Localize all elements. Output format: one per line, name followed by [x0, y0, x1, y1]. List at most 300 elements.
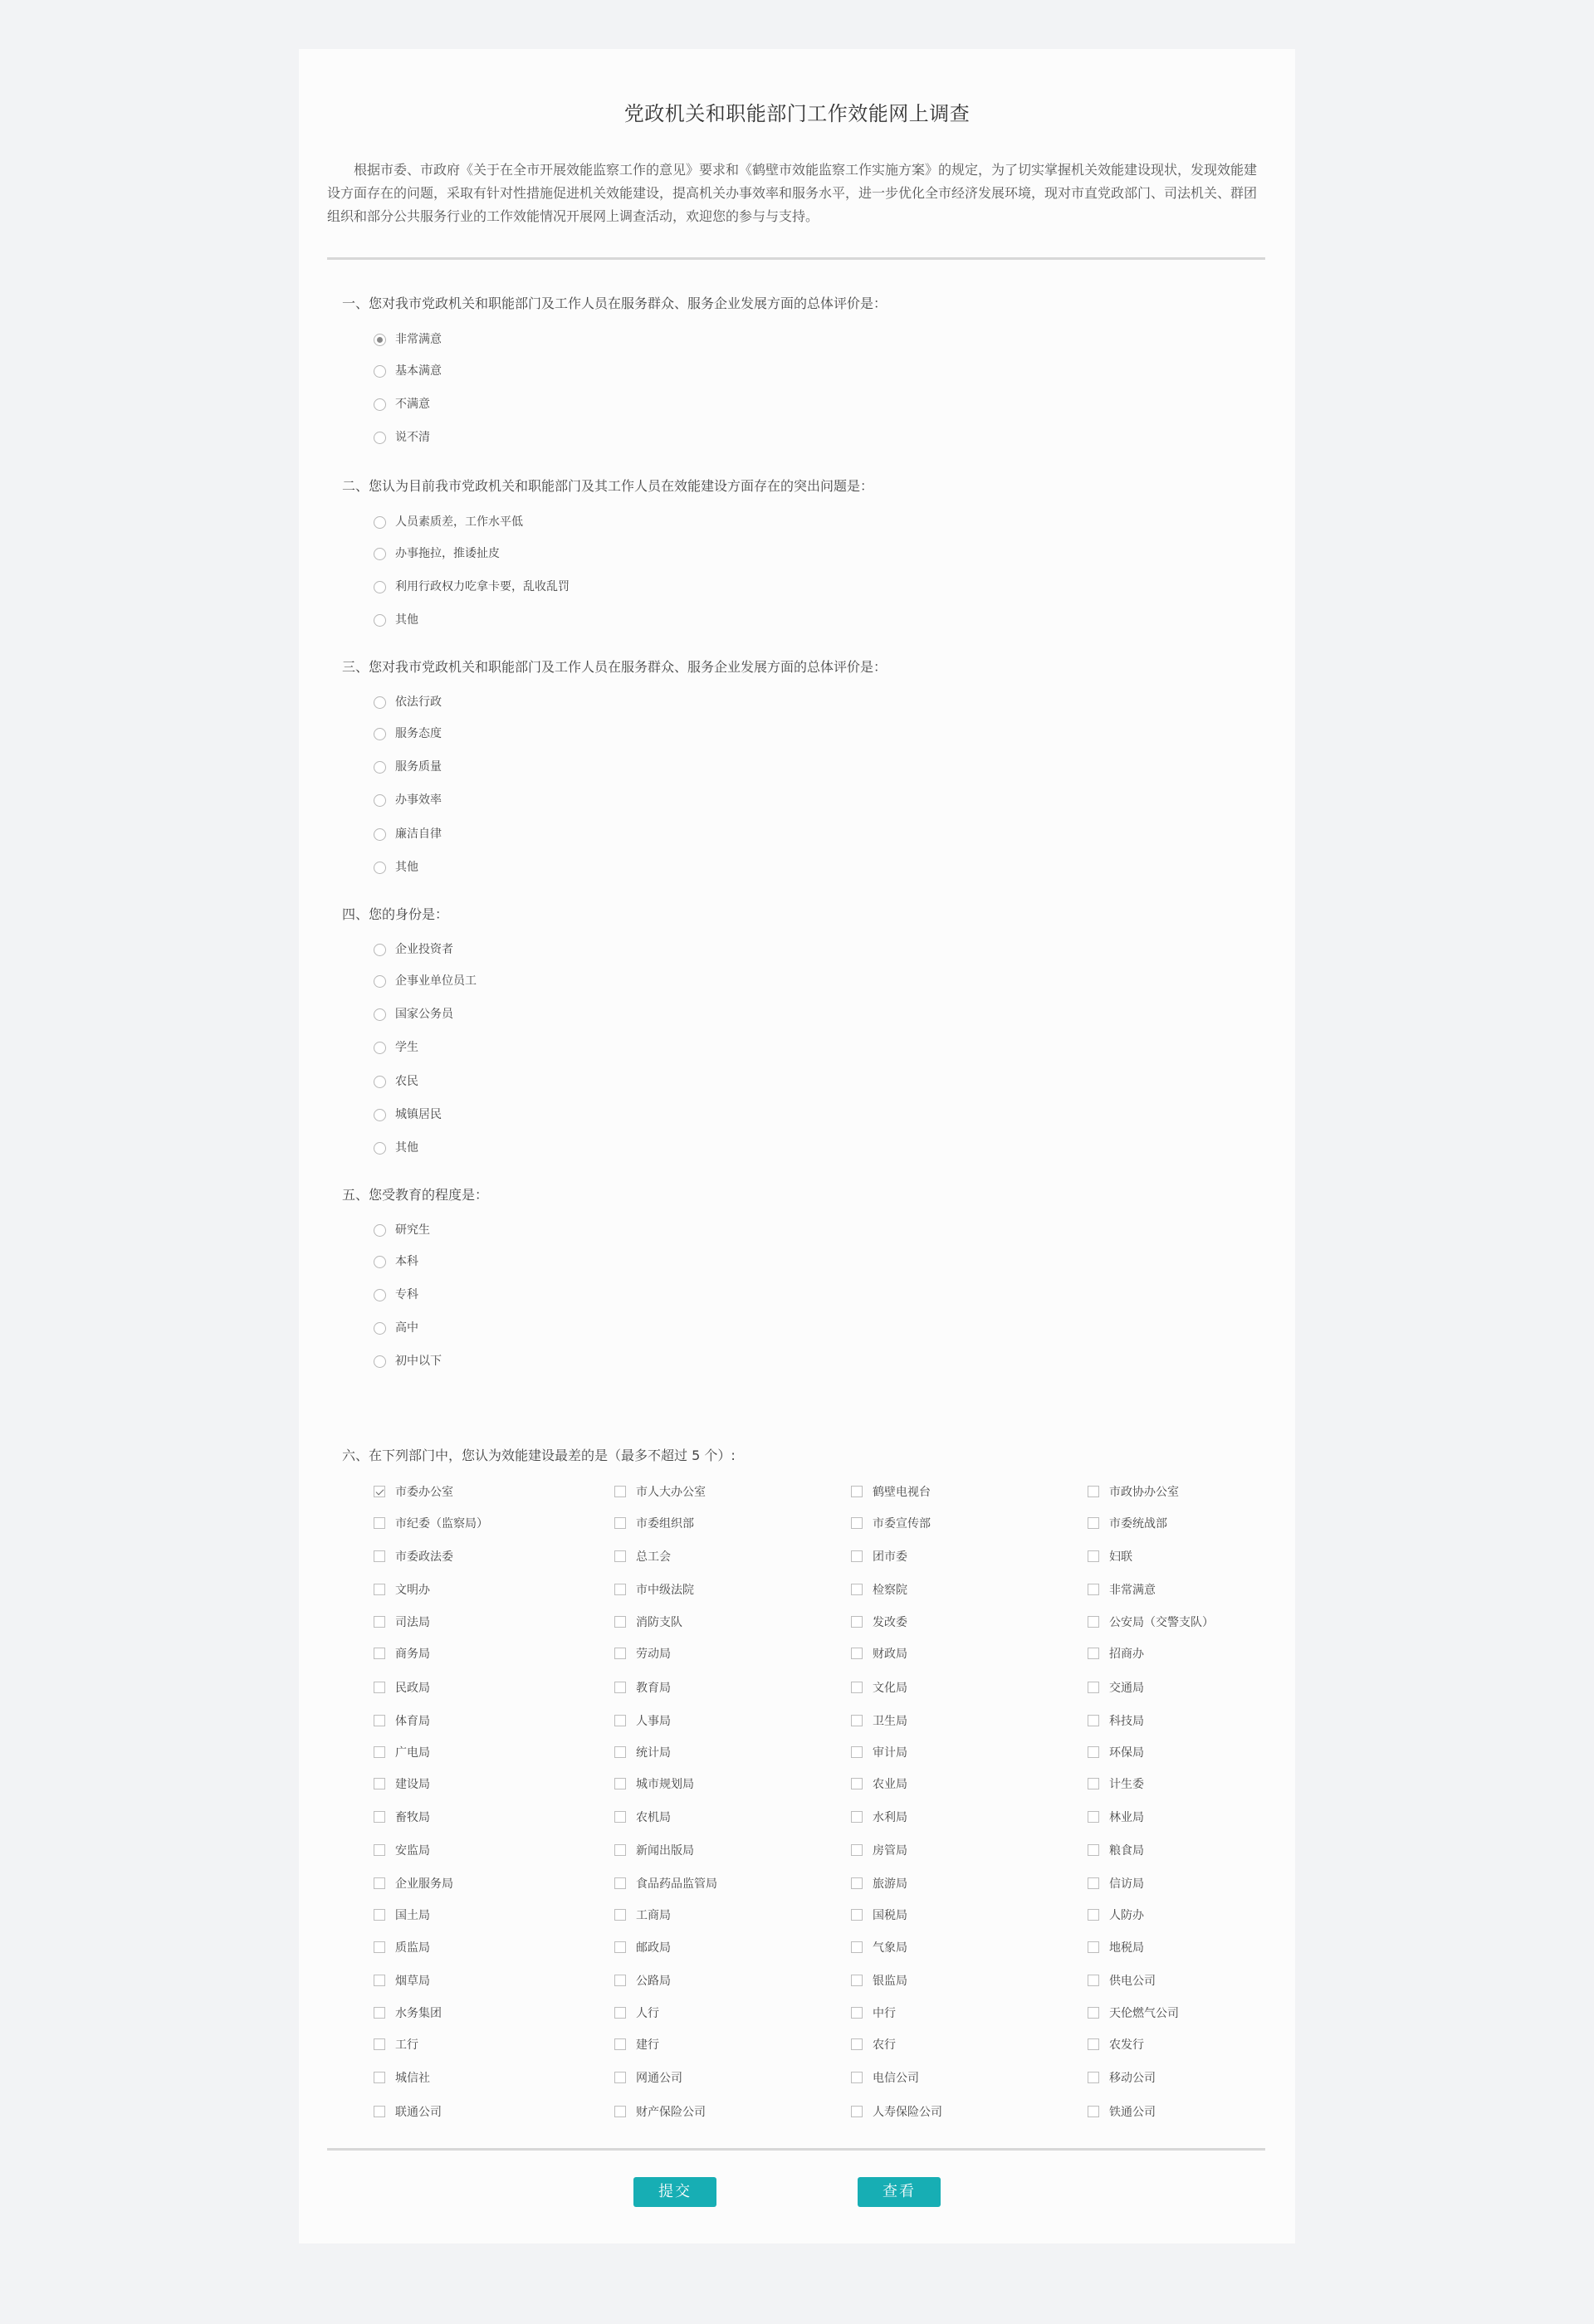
department-checkbox[interactable] [614, 1907, 671, 1923]
department-checkbox[interactable] [851, 2036, 896, 2053]
department-label: 国税局 [873, 1909, 907, 1922]
department-checkbox[interactable] [851, 2103, 942, 2120]
department-checkbox[interactable] [851, 1515, 931, 1531]
department-checkbox[interactable] [614, 1972, 671, 1989]
department-label: 交通局 [1109, 1682, 1144, 1695]
checkbox-icon[interactable] [374, 1616, 385, 1628]
checkbox-icon[interactable] [374, 1648, 385, 1659]
department-checkbox[interactable] [374, 1972, 430, 1989]
radio-button-icon[interactable] [374, 432, 386, 444]
checkbox-icon[interactable] [1088, 1909, 1099, 1921]
department-checkbox[interactable] [851, 1972, 907, 1989]
department-checkbox[interactable] [1088, 1614, 1214, 1630]
checkbox-icon[interactable] [1088, 1682, 1099, 1693]
checkbox-icon[interactable] [851, 1975, 863, 1986]
checkbox-icon[interactable] [614, 1778, 626, 1789]
question-5-title: 五、您受教育的程度是： [342, 1187, 489, 1203]
department-checkbox[interactable] [614, 2103, 706, 2120]
option-label: 其他 [395, 861, 418, 874]
department-checkbox[interactable] [1088, 1712, 1144, 1729]
department-label: 水务集团 [395, 2007, 442, 2020]
department-label: 天伦燃气公司 [1109, 2007, 1179, 2020]
department-label: 移动公司 [1109, 2072, 1156, 2085]
radio-button-icon[interactable] [374, 516, 386, 529]
department-label: 旅游局 [873, 1877, 907, 1891]
question-3-option[interactable] [374, 759, 442, 775]
question-1-option[interactable] [374, 429, 430, 446]
radio-button-icon[interactable] [374, 398, 386, 411]
department-checkbox[interactable] [1088, 1809, 1144, 1825]
checkbox-icon[interactable] [614, 1941, 626, 1953]
radio-button-icon[interactable] [374, 828, 386, 841]
department-label: 市委宣传部 [873, 1517, 931, 1531]
department-checkbox[interactable] [1088, 2004, 1179, 2021]
department-checkbox[interactable] [1088, 1875, 1144, 1892]
department-checkbox[interactable] [614, 1581, 694, 1598]
department-label: 财产保险公司 [636, 2106, 706, 2119]
department-checkbox[interactable] [614, 1548, 671, 1565]
checkbox-icon[interactable] [614, 1715, 626, 1726]
radio-button-icon[interactable] [374, 1008, 386, 1021]
checkbox-icon[interactable] [851, 1844, 863, 1856]
question-3-option[interactable] [374, 792, 442, 808]
department-checkbox[interactable] [374, 1581, 430, 1598]
department-checkbox[interactable] [1088, 1744, 1144, 1760]
question-2-title: 二、您认为目前我市党政机关和职能部门及其工作人员在效能建设方面存在的突出问题是： [342, 478, 874, 494]
radio-button-icon[interactable] [374, 944, 386, 956]
radio-button-icon[interactable] [374, 1355, 386, 1368]
checkbox-icon[interactable] [1088, 1550, 1099, 1562]
checkbox-icon[interactable] [851, 2072, 863, 2083]
radio-button-icon[interactable] [374, 614, 386, 627]
question-4-option[interactable] [374, 1073, 418, 1090]
question-3-option[interactable] [374, 694, 442, 710]
department-label: 联通公司 [395, 2106, 442, 2119]
radio-button-icon[interactable] [374, 365, 386, 378]
survey-card [299, 49, 1295, 2243]
question-3-option[interactable] [374, 826, 442, 842]
checkbox-icon[interactable] [614, 1648, 626, 1659]
checkbox-icon[interactable] [851, 1877, 863, 1889]
department-checkbox[interactable] [1088, 2036, 1144, 2053]
question-3-option[interactable] [374, 859, 418, 876]
department-checkbox[interactable] [614, 2004, 659, 2021]
view-button[interactable]: 查看 [858, 2177, 941, 2207]
checkbox-icon[interactable] [1088, 1877, 1099, 1889]
department-label: 市人大办公室 [636, 1486, 706, 1499]
department-checkbox[interactable] [374, 2103, 442, 2120]
checkbox-icon[interactable] [374, 1486, 385, 1497]
department-checkbox[interactable] [374, 1809, 430, 1825]
question-1-option[interactable] [374, 363, 442, 379]
question-2-option[interactable] [374, 514, 523, 530]
department-label: 市中级法院 [636, 1584, 694, 1597]
department-label: 国土局 [395, 1909, 430, 1922]
checkbox-icon[interactable] [614, 1975, 626, 1986]
question-4-option[interactable] [374, 1006, 453, 1023]
department-checkbox[interactable] [1088, 1907, 1144, 1923]
option-label: 非常满意 [395, 333, 442, 346]
department-label: 市委组织部 [636, 1517, 694, 1531]
department-checkbox[interactable] [614, 1809, 671, 1825]
checkbox-icon[interactable] [1088, 2072, 1099, 2083]
question-4-option[interactable] [374, 941, 453, 958]
department-checkbox[interactable] [851, 1875, 907, 1892]
checkbox-icon[interactable] [374, 1715, 385, 1726]
department-checkbox[interactable] [851, 1581, 907, 1598]
checkbox-icon[interactable] [374, 2072, 385, 2083]
department-checkbox[interactable] [851, 2069, 919, 2086]
department-checkbox[interactable] [374, 1712, 430, 1729]
option-label: 企业投资者 [395, 943, 453, 956]
department-label: 建设局 [395, 1778, 430, 1791]
department-label: 商务局 [395, 1648, 430, 1661]
department-checkbox[interactable] [851, 1809, 907, 1825]
department-checkbox[interactable] [374, 1775, 430, 1792]
radio-button-icon[interactable] [374, 761, 386, 774]
department-label: 质监局 [395, 1941, 430, 1955]
radio-button-icon[interactable] [374, 1256, 386, 1268]
question-2-option[interactable] [374, 612, 418, 628]
department-label: 工商局 [636, 1909, 671, 1922]
checkbox-icon[interactable] [614, 1844, 626, 1856]
department-label: 烟草局 [395, 1975, 430, 1988]
question-4-option[interactable] [374, 1106, 442, 1123]
department-checkbox[interactable] [851, 1548, 907, 1565]
department-label: 统计局 [636, 1746, 671, 1760]
department-checkbox[interactable] [851, 1712, 907, 1729]
checkbox-icon[interactable] [614, 2072, 626, 2083]
question-1-option[interactable] [374, 331, 442, 348]
department-label: 审计局 [873, 1746, 907, 1760]
department-checkbox[interactable] [614, 1483, 706, 1500]
radio-button-icon[interactable] [374, 975, 386, 988]
department-label: 人事局 [636, 1715, 671, 1728]
question-5-option[interactable] [374, 1222, 430, 1238]
bottom-divider [327, 2148, 1265, 2151]
department-checkbox[interactable] [614, 1679, 671, 1696]
checkbox-icon[interactable] [374, 2007, 385, 2019]
department-checkbox[interactable] [851, 1775, 907, 1792]
department-checkbox[interactable] [851, 1842, 907, 1858]
checkbox-icon[interactable] [614, 1746, 626, 1758]
department-checkbox[interactable] [1088, 1581, 1156, 1598]
option-label: 本科 [395, 1255, 418, 1268]
department-label: 企业服务局 [395, 1877, 453, 1891]
radio-button-icon[interactable] [374, 1109, 386, 1121]
department-checkbox[interactable] [614, 1712, 671, 1729]
department-label: 供电公司 [1109, 1975, 1156, 1988]
department-checkbox[interactable] [851, 2004, 896, 2021]
option-label: 城镇居民 [395, 1108, 442, 1121]
department-label: 铁通公司 [1109, 2106, 1156, 2119]
department-label: 教育局 [636, 1682, 671, 1695]
checkbox-icon[interactable] [614, 1811, 626, 1823]
department-checkbox[interactable] [374, 1548, 453, 1565]
checkbox-icon[interactable] [851, 1616, 863, 1628]
checkbox-icon[interactable] [851, 1682, 863, 1693]
checkbox-icon[interactable] [1088, 1616, 1099, 1628]
department-label: 电信公司 [873, 2072, 919, 2085]
department-label: 市委办公室 [395, 1486, 453, 1499]
radio-button-icon[interactable] [374, 1142, 386, 1155]
checkbox-icon[interactable] [1088, 1844, 1099, 1856]
checkbox-icon[interactable] [851, 1550, 863, 1562]
question-5-option[interactable] [374, 1253, 418, 1270]
department-checkbox[interactable] [1088, 1548, 1132, 1565]
department-label: 粮食局 [1109, 1844, 1144, 1858]
checkbox-icon[interactable] [374, 1909, 385, 1921]
option-label: 企事业单位员工 [395, 974, 477, 988]
checkbox-icon[interactable] [614, 2038, 626, 2050]
department-checkbox[interactable] [614, 1875, 717, 1892]
option-label: 办事效率 [395, 793, 442, 807]
checkbox-icon[interactable] [374, 1746, 385, 1758]
department-label: 畜牧局 [395, 1811, 430, 1824]
option-label: 初中以下 [395, 1355, 442, 1368]
radio-button-icon[interactable] [374, 862, 386, 874]
radio-button-icon[interactable] [374, 728, 386, 740]
radio-button-icon[interactable] [374, 794, 386, 807]
radio-button-icon[interactable] [374, 696, 386, 709]
checkbox-icon[interactable] [1088, 2038, 1099, 2050]
department-checkbox[interactable] [851, 1614, 907, 1630]
department-label: 劳动局 [636, 1648, 671, 1661]
radio-button-icon[interactable] [374, 1224, 386, 1237]
checkbox-icon[interactable] [374, 1584, 385, 1595]
checkbox-icon[interactable] [374, 2038, 385, 2050]
checkbox-icon[interactable] [1088, 1517, 1099, 1529]
department-label: 鹤壁电视台 [873, 1486, 931, 1499]
option-label: 专科 [395, 1288, 418, 1301]
department-label: 卫生局 [873, 1715, 907, 1728]
checkbox-icon[interactable] [1088, 1584, 1099, 1595]
checkbox-icon[interactable] [614, 2007, 626, 2019]
department-checkbox[interactable] [374, 2036, 418, 2053]
department-label: 网通公司 [636, 2072, 682, 2085]
department-label: 人寿保险公司 [873, 2106, 942, 2119]
checkbox-icon[interactable] [1088, 1648, 1099, 1659]
department-checkbox[interactable] [851, 1679, 907, 1696]
department-label: 银监局 [873, 1975, 907, 1988]
question-4-option[interactable] [374, 1039, 418, 1056]
radio-button-icon[interactable] [374, 1322, 386, 1335]
page-title: 党政机关和职能部门工作效能网上调查 [623, 102, 971, 125]
department-checkbox[interactable] [374, 1939, 430, 1955]
department-checkbox[interactable] [374, 1515, 488, 1531]
option-label: 其他 [395, 613, 418, 627]
option-label: 其他 [395, 1141, 418, 1155]
checkbox-icon[interactable] [851, 1486, 863, 1497]
checkbox-icon[interactable] [374, 1517, 385, 1529]
department-label: 财政局 [873, 1648, 907, 1661]
question-4-title: 四、您的身份是： [342, 906, 449, 922]
question-5-option[interactable] [374, 1320, 418, 1336]
question-1-option[interactable] [374, 396, 430, 413]
submit-button[interactable]: 提交 [633, 2177, 716, 2207]
checkbox-icon[interactable] [1088, 2106, 1099, 2117]
department-label: 文化局 [873, 1682, 907, 1695]
department-checkbox[interactable] [374, 1645, 430, 1662]
department-label: 新闻出版局 [636, 1844, 694, 1858]
department-checkbox[interactable] [614, 2069, 682, 2086]
checkbox-icon[interactable] [614, 1517, 626, 1529]
checkbox-icon[interactable] [1088, 1715, 1099, 1726]
radio-button-icon[interactable] [374, 1042, 386, 1054]
checkbox-icon[interactable] [1088, 1811, 1099, 1823]
department-label: 水利局 [873, 1811, 907, 1824]
option-label: 学生 [395, 1041, 418, 1054]
department-checkbox[interactable] [1088, 1679, 1144, 1696]
department-checkbox[interactable] [374, 2069, 430, 2086]
department-checkbox[interactable] [614, 1744, 671, 1760]
question-5-option[interactable] [374, 1353, 442, 1370]
option-label: 人员素质差，工作水平低 [395, 515, 523, 529]
department-label: 非常满意 [1109, 1584, 1156, 1597]
department-label: 工行 [395, 2038, 418, 2052]
department-label: 人行 [636, 2007, 659, 2020]
checkbox-icon[interactable] [851, 1811, 863, 1823]
checkbox-icon[interactable] [1088, 1486, 1099, 1497]
checkbox-icon[interactable] [851, 1909, 863, 1921]
department-checkbox[interactable] [614, 1842, 694, 1858]
radio-button-icon[interactable] [374, 1289, 386, 1301]
checkbox-icon[interactable] [851, 1584, 863, 1595]
option-label: 依法行政 [395, 696, 442, 709]
checkbox-icon[interactable] [614, 1909, 626, 1921]
radio-button-icon[interactable] [374, 1076, 386, 1088]
department-checkbox[interactable] [374, 1679, 430, 1696]
checkbox-icon[interactable] [1088, 2007, 1099, 2019]
department-label: 公安局（交警支队） [1109, 1616, 1214, 1629]
checkbox-icon[interactable] [851, 1517, 863, 1529]
option-label: 研究生 [395, 1223, 430, 1237]
checkbox-icon[interactable] [614, 2106, 626, 2117]
department-checkbox[interactable] [374, 1744, 430, 1760]
department-checkbox[interactable] [851, 1645, 907, 1662]
department-label: 信访局 [1109, 1877, 1144, 1891]
checkbox-icon[interactable] [614, 1486, 626, 1497]
department-checkbox[interactable] [1088, 1775, 1144, 1792]
checkbox-icon[interactable] [374, 1778, 385, 1789]
department-checkbox[interactable] [614, 1775, 694, 1792]
department-checkbox[interactable] [374, 1907, 430, 1923]
department-checkbox[interactable] [851, 1744, 907, 1760]
checkbox-icon[interactable] [614, 1550, 626, 1562]
department-checkbox[interactable] [374, 1842, 430, 1858]
department-label: 发改委 [873, 1616, 907, 1629]
department-checkbox[interactable] [851, 1483, 931, 1500]
department-checkbox[interactable] [374, 2004, 442, 2021]
department-checkbox[interactable] [614, 1614, 682, 1630]
department-label: 市政协办公室 [1109, 1486, 1179, 1499]
checkbox-icon[interactable] [851, 1715, 863, 1726]
department-label: 民政局 [395, 1682, 430, 1695]
checkbox-icon[interactable] [1088, 1778, 1099, 1789]
checkbox-icon[interactable] [851, 1746, 863, 1758]
department-checkbox[interactable] [1088, 1645, 1144, 1662]
checkbox-icon[interactable] [851, 2007, 863, 2019]
department-label: 消防支队 [636, 1616, 682, 1629]
question-4-option[interactable] [374, 1140, 418, 1156]
checkbox-icon[interactable] [851, 2038, 863, 2050]
department-label: 安监局 [395, 1844, 430, 1858]
department-label: 城市规划局 [636, 1778, 694, 1791]
checkbox-icon[interactable] [614, 1584, 626, 1595]
department-checkbox[interactable] [374, 1875, 453, 1892]
checkbox-icon[interactable] [851, 2106, 863, 2117]
checkbox-icon[interactable] [1088, 1975, 1099, 1986]
department-label: 市纪委（监察局） [395, 1517, 488, 1531]
radio-button-icon[interactable] [374, 581, 386, 593]
checkbox-icon[interactable] [374, 1975, 385, 1986]
option-label: 廉洁自律 [395, 828, 442, 841]
checkbox-icon[interactable] [614, 1616, 626, 1628]
department-checkbox[interactable] [851, 1939, 907, 1955]
checkbox-icon[interactable] [851, 1648, 863, 1659]
department-checkbox[interactable] [1088, 2103, 1156, 2120]
department-label: 农机局 [636, 1811, 671, 1824]
department-checkbox[interactable] [614, 1515, 694, 1531]
department-label: 文明办 [395, 1584, 430, 1597]
checkbox-icon[interactable] [851, 1941, 863, 1953]
department-checkbox[interactable] [374, 1614, 430, 1630]
department-checkbox[interactable] [1088, 2069, 1156, 2086]
checkbox-icon[interactable] [374, 1877, 385, 1889]
option-label: 不满意 [395, 398, 430, 411]
department-checkbox[interactable] [614, 1939, 671, 1955]
checkbox-icon[interactable] [1088, 1941, 1099, 1953]
question-1-title: 一、您对我市党政机关和职能部门及工作人员在服务群众、服务企业发展方面的总体评价是： [342, 295, 887, 311]
checkbox-icon[interactable] [614, 1682, 626, 1693]
department-label: 城信社 [395, 2072, 430, 2085]
checkbox-icon[interactable] [1088, 1746, 1099, 1758]
department-checkbox[interactable] [614, 1645, 671, 1662]
department-label: 中行 [873, 2007, 896, 2020]
department-checkbox[interactable] [1088, 1972, 1156, 1989]
question-4-option[interactable] [374, 973, 477, 989]
option-label: 说不清 [395, 431, 430, 444]
checkbox-icon[interactable] [374, 1844, 385, 1856]
department-label: 科技局 [1109, 1715, 1144, 1728]
checkbox-icon[interactable] [614, 1877, 626, 1889]
department-checkbox[interactable] [614, 2036, 659, 2053]
checkbox-icon[interactable] [374, 1550, 385, 1562]
checkbox-icon[interactable] [374, 1941, 385, 1953]
department-label: 环保局 [1109, 1746, 1144, 1760]
checkbox-icon[interactable] [374, 2106, 385, 2117]
department-checkbox[interactable] [1088, 1483, 1179, 1500]
department-checkbox[interactable] [1088, 1515, 1167, 1531]
radio-button-icon[interactable] [374, 334, 386, 346]
question-5-option[interactable] [374, 1286, 418, 1303]
department-label: 招商办 [1109, 1648, 1144, 1661]
radio-button-icon[interactable] [374, 548, 386, 560]
question-3-option[interactable] [374, 725, 442, 742]
department-label: 食品药品监管局 [636, 1877, 717, 1891]
department-checkbox[interactable] [1088, 1842, 1144, 1858]
question-2-option[interactable] [374, 579, 570, 595]
checkbox-icon[interactable] [374, 1682, 385, 1693]
checkbox-icon[interactable] [374, 1811, 385, 1823]
checkbox-icon[interactable] [851, 1778, 863, 1789]
question-2-option[interactable] [374, 545, 500, 562]
department-label: 林业局 [1109, 1811, 1144, 1824]
department-checkbox[interactable] [374, 1483, 453, 1500]
department-checkbox[interactable] [851, 1907, 907, 1923]
option-label: 国家公务员 [395, 1008, 453, 1021]
department-checkbox[interactable] [1088, 1939, 1144, 1955]
